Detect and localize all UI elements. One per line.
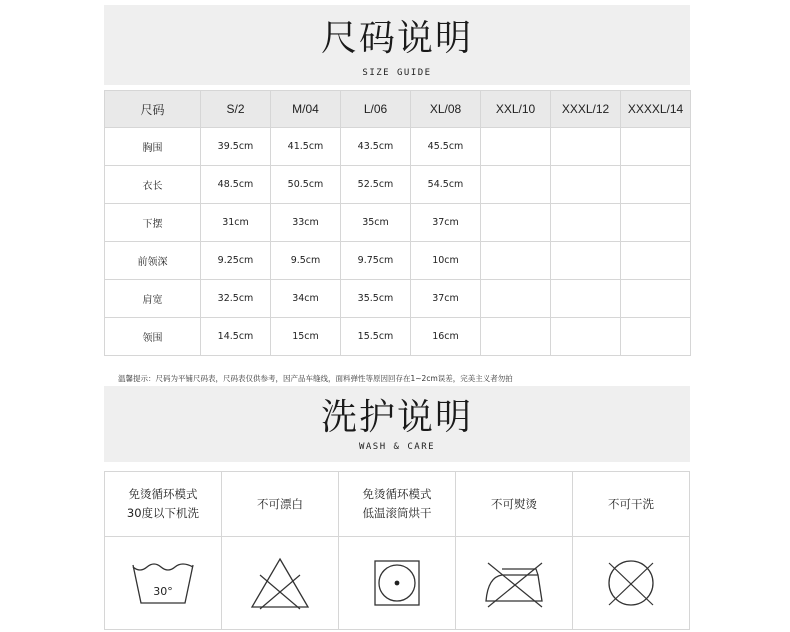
measurement-cell: 9.5cm xyxy=(271,242,341,280)
measurement-cell: 32.5cm xyxy=(201,280,271,318)
measurement-cell: 35.5cm xyxy=(341,280,411,318)
size-guide-subtitle: SIZE GUIDE xyxy=(362,68,432,78)
header-size-5: XXL/10 xyxy=(481,91,551,128)
measurement-cell: 31cm xyxy=(201,204,271,242)
measurement-cell xyxy=(551,166,621,204)
measurement-cell xyxy=(481,242,551,280)
measurement-cell xyxy=(481,166,551,204)
no-iron-icon xyxy=(456,537,573,630)
measurement-cell xyxy=(481,318,551,356)
care-label-no-bleach: 不可漂白 xyxy=(222,472,339,537)
measurement-cell xyxy=(551,318,621,356)
wash-care-table xyxy=(104,471,690,630)
svg-text:30°: 30° xyxy=(153,585,173,598)
care-label-no-dry-clean: 不可干洗 xyxy=(573,472,690,537)
care-label-no-iron: 不可熨烫 xyxy=(456,472,573,537)
measurement-cell xyxy=(481,204,551,242)
measurement-cell: 15cm xyxy=(271,318,341,356)
measurement-cell xyxy=(551,280,621,318)
table-row xyxy=(105,128,691,166)
measurement-cell: 9.25cm xyxy=(201,242,271,280)
measurement-cell xyxy=(551,242,621,280)
measurement-cell xyxy=(551,128,621,166)
measurement-cell: 50.5cm xyxy=(271,166,341,204)
measurement-cell: 14.5cm xyxy=(201,318,271,356)
tumble-dry-low-icon xyxy=(339,537,456,630)
measurement-cell xyxy=(621,242,691,280)
row-label: 下摆 xyxy=(105,204,201,242)
row-label: 领围 xyxy=(105,318,201,356)
measurement-cell xyxy=(621,166,691,204)
size-guide-banner xyxy=(104,5,690,85)
header-size-1: S/2 xyxy=(201,91,271,128)
size-table-header xyxy=(105,91,691,128)
measurement-cell: 16cm xyxy=(411,318,481,356)
size-table xyxy=(104,90,691,356)
row-label: 肩宽 xyxy=(105,280,201,318)
row-label: 衣长 xyxy=(105,166,201,204)
header-size-6: XXXL/12 xyxy=(551,91,621,128)
wash-care-title: 洗护说明 xyxy=(320,397,473,438)
wash-care-subtitle: WASH & CARE xyxy=(358,442,436,452)
measurement-cell: 48.5cm xyxy=(201,166,271,204)
header-size-2: M/04 xyxy=(271,91,341,128)
measurement-cell xyxy=(481,128,551,166)
row-label: 胸围 xyxy=(105,128,201,166)
measurement-cell: 37cm xyxy=(411,204,481,242)
measurement-cell: 54.5cm xyxy=(411,166,481,204)
measurement-cell xyxy=(621,318,691,356)
header-size-7: XXXXL/14 xyxy=(621,91,691,128)
table-row xyxy=(105,166,691,204)
row-label: 前领深 xyxy=(105,242,201,280)
wash-care-banner xyxy=(104,386,690,462)
measurement-cell xyxy=(551,204,621,242)
no-dry-clean-icon xyxy=(573,537,690,630)
measurement-cell: 39.5cm xyxy=(201,128,271,166)
size-guide-title: 尺码说明 xyxy=(320,18,473,59)
measurement-cell xyxy=(621,204,691,242)
measurement-cell: 43.5cm xyxy=(341,128,411,166)
measurement-cell: 9.75cm xyxy=(341,242,411,280)
measurement-cell: 34cm xyxy=(271,280,341,318)
header-size-label: 尺码 xyxy=(105,91,201,128)
measurement-cell: 33cm xyxy=(271,204,341,242)
header-size-4: XL/08 xyxy=(411,91,481,128)
table-row xyxy=(105,242,691,280)
measurement-cell xyxy=(621,128,691,166)
measurement-cell: 15.5cm xyxy=(341,318,411,356)
measurement-cell: 37cm xyxy=(411,280,481,318)
measurement-cell: 41.5cm xyxy=(271,128,341,166)
measurement-cell: 52.5cm xyxy=(341,166,411,204)
no-bleach-icon xyxy=(222,537,339,630)
measurement-cell: 45.5cm xyxy=(411,128,481,166)
table-row xyxy=(105,204,691,242)
measurement-cell xyxy=(481,280,551,318)
header-size-3: L/06 xyxy=(341,91,411,128)
care-label-machine-wash: 免烫循环模式 30度以下机洗 xyxy=(105,472,222,537)
table-row xyxy=(105,280,691,318)
wash-30-icon xyxy=(105,537,222,630)
size-note: 温馨提示：尺码为平铺尺码表，尺码表仅供参考，因产品车缝线，面料弹性等原因回存在1~2cm误差，完美主义者勿拍 xyxy=(118,374,513,383)
measurement-cell xyxy=(621,280,691,318)
measurement-cell: 35cm xyxy=(341,204,411,242)
table-row xyxy=(105,318,691,356)
care-label-tumble-dry: 免烫循环模式 低温滚筒烘干 xyxy=(339,472,456,537)
measurement-cell: 10cm xyxy=(411,242,481,280)
